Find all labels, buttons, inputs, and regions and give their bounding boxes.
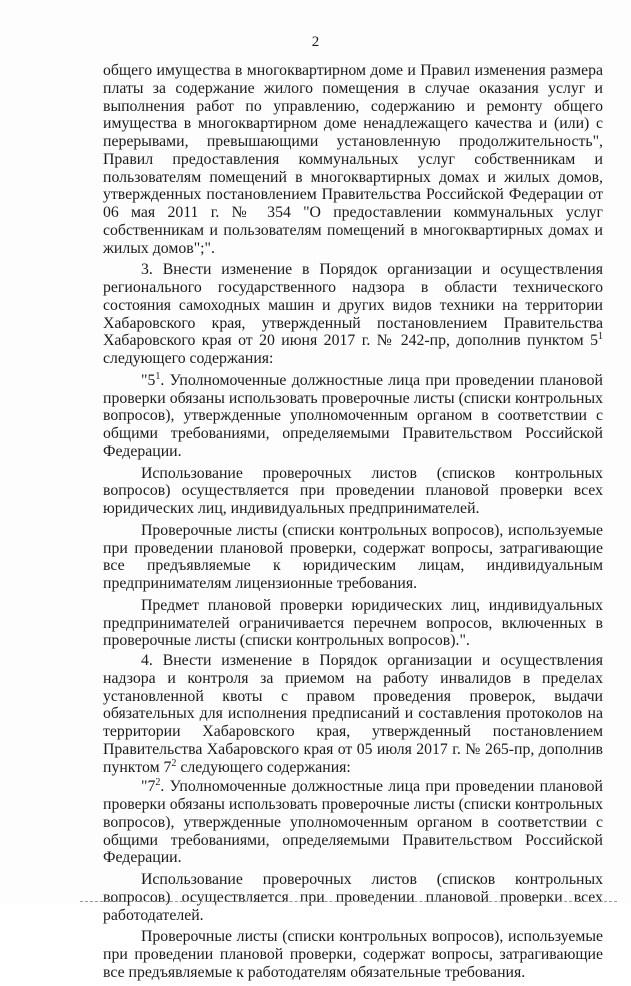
item-4-superscript: 2	[171, 757, 177, 769]
paragraph-continuation: общего имущества в многоквартирном доме и Правил изменения размера платы за содержание жилого помещения в случае оказания услуг и выполнения работ по управлению, содержанию и ремонту общего имущества в многоквартирном доме ненадлежащего качества и (или) с перерывами, превышающими установленную продолжительность", Правил предоставления коммунальных услуг собственникам и пользователям помещений в многоквартирных домах и жилых домов, утвержденных постановлением Правительства Российской Федерации от 06 мая 2011 г. № 354 "О предоставлении коммунальных услуг собственникам и пользователям помещений в многоквартирных домах и жилых домов";".	[103, 62, 603, 257]
quote-open-7: "7	[141, 778, 156, 796]
paragraph-7-2-text: . Уполномоченные должностные лица при проведении плановой проверки обязаны использовать проверочные листы (списки контрольных вопросов), утвержденные уполномоченным органом в соответствии с общими требованиями, определяемыми Правительством Российской Федерации.	[103, 778, 603, 867]
paragraph-5-1-text: . Уполномоченные должностные лица при проведении плановой проверки обязаны использовать проверочные листы (списки контрольных вопросов), утвержденные уполномоченным органом в соответствии с общими требованиями, определяемыми Правительством Российской Федерации.	[103, 371, 603, 460]
quote-open-5: "5	[141, 371, 156, 389]
item-4-tail: следующего содержания:	[180, 758, 351, 776]
paragraph-item-4	[103, 652, 603, 776]
paragraph-usage-legal: Использование проверочных листов (списков контрольных вопросов) осуществляется при проведении плановой проверки всех юридических лиц, индивидуальных предпринимателей.	[103, 464, 603, 517]
paragraph-7-2	[103, 778, 603, 867]
item-3-tail: следующего содержания:	[103, 350, 274, 367]
item-3-superscript: 1	[598, 331, 603, 343]
paragraph-usage-employers: Использование проверочных листов (списков контрольных вопросов) осуществляется при проведении плановой проверки всех работодателей.	[103, 871, 603, 924]
paragraph-item-3	[103, 261, 603, 368]
paragraph-7-2-superscript: 2	[155, 777, 161, 789]
scan-bottom-edge	[80, 901, 617, 902]
paragraph-subject: Предмет плановой проверки юридических лиц, индивидуальных предпринимателей ограничивается перечнем вопросов, включенных в проверочные листы (списки контрольных вопросов).".	[103, 596, 603, 650]
paragraph-checklists-employers: Проверочные листы (списки контрольных вопросов), используемые при проведении плановой проверки, содержат вопросы, затрагивающие все предъявляемые к работодателям обязательные требования.	[103, 928, 603, 981]
document-body	[103, 62, 603, 986]
item-4-text: 4. Внести изменение в Порядок организации и осуществления надзора и контроля за приемом на работу инвалидов в пределах установленной квоты с правом проведения проверок, выдачи обязательных для исполнения предписаний и составления протоколов на территории Хабаровского края, утвержденный постановлением Правительства Хабаровского края от 05 июля 2017 г. № 265-пр, дополнив пунктом 7	[103, 652, 603, 776]
paragraph-checklists-legal: Проверочные листы (списки контрольных вопросов), используемые при проведении плановой проверки, содержат вопросы, затрагивающие все предъявляемые к юридическим лицам, индивидуальным предпринимателям лицензионные требования.	[103, 521, 603, 592]
page-number: 2	[311, 34, 320, 50]
paragraph-5-1-superscript: 1	[155, 370, 161, 382]
item-3-text: 3. Внести изменение в Порядок организации и осуществления регионального государственного надзора в области технического состояния самоходных машин и других видов техники на территории Хабаровского края, утвержденный постановлением Правительства Хабаровского края от 20 июня 2017 г. № 242-пр, дополнив пунктом 5	[103, 261, 603, 350]
paragraph-5-1	[103, 372, 603, 461]
